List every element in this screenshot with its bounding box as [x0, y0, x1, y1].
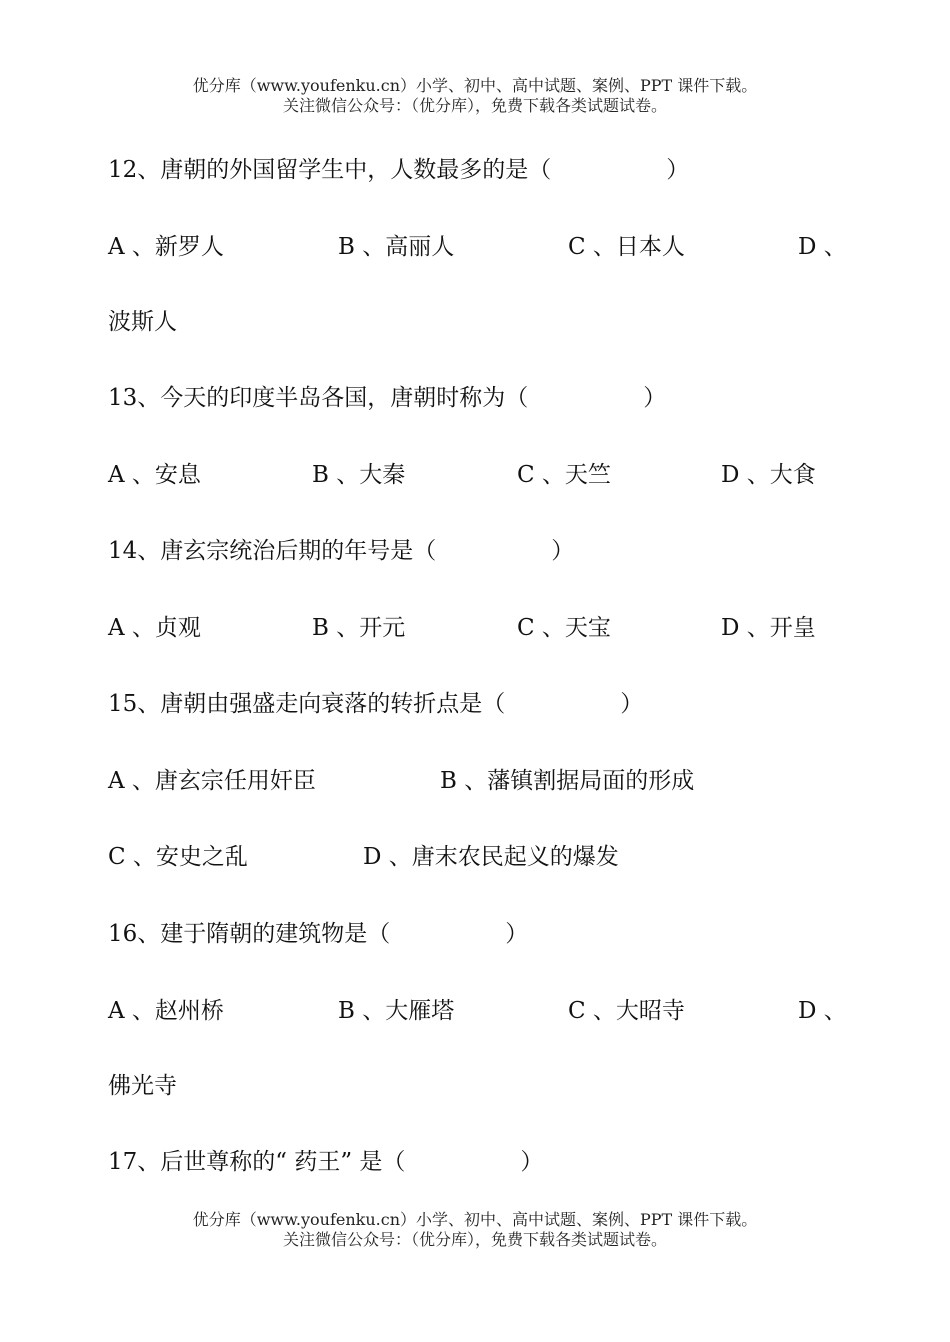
question-12-stem: 12、唐朝的外国留学生中，人数最多的是（ ） — [108, 157, 690, 183]
question-12-option-d-continuation: 波斯人 — [108, 309, 177, 335]
question-16-stem: 16、建于隋朝的建筑物是（ ） — [108, 921, 529, 947]
question-15-stem: 15、唐朝由强盛走向衰落的转折点是（ ） — [108, 691, 644, 717]
question-15-option-d: D 、唐末农民起义的爆发 — [363, 844, 619, 870]
question-16-option-d: D 、 — [798, 998, 847, 1024]
page-header — [0, 76, 950, 116]
question-12-option-a: A 、新罗人 — [108, 234, 224, 260]
question-12-option-b: B 、高丽人 — [338, 234, 455, 260]
question-14-option-d: D 、开皇 — [721, 615, 816, 641]
question-14-option-a: A 、贞观 — [108, 615, 201, 641]
question-16-option-d-continuation: 佛光寺 — [108, 1073, 177, 1099]
question-15-option-b: B 、藩镇割据局面的形成 — [440, 768, 695, 794]
question-16-option-c: C 、大昭寺 — [568, 998, 685, 1024]
question-12-option-d: D 、 — [798, 234, 847, 260]
page-footer — [0, 1210, 950, 1250]
question-15-option-a: A 、唐玄宗任用奸臣 — [108, 768, 316, 794]
footer-line-1: 优分库（www.youfenku.cn）小学、初中、高中试题、案例、PPT 课件下载。 — [192, 1210, 758, 1229]
footer-line-2: 关注微信公众号：（优分库），免费下载各类试题试卷。 — [282, 1230, 667, 1249]
question-14-option-c: C 、天宝 — [517, 615, 611, 641]
question-13-option-d: D 、大食 — [721, 462, 816, 488]
question-15-option-c: C 、安史之乱 — [108, 844, 248, 870]
question-14-option-b: B 、开元 — [312, 615, 406, 641]
question-16-option-a: A 、赵州桥 — [108, 998, 224, 1024]
question-13-option-c: C 、天竺 — [517, 462, 611, 488]
header-line-1: 优分库（www.youfenku.cn）小学、初中、高中试题、案例、PPT 课件下载。 — [192, 76, 758, 95]
question-16-option-b: B 、大雁塔 — [338, 998, 455, 1024]
header-line-2: 关注微信公众号：（优分库），免费下载各类试题试卷。 — [282, 96, 667, 115]
question-14-stem: 14、唐玄宗统治后期的年号是（ ） — [108, 538, 575, 564]
question-13-option-b: B 、大秦 — [312, 462, 406, 488]
question-12-option-c: C 、日本人 — [568, 234, 685, 260]
question-17-stem: 17、后世尊称的“ 药王” 是（ ） — [108, 1149, 544, 1175]
question-13-stem: 13、今天的印度半岛各国，唐朝时称为（ ） — [108, 385, 667, 411]
question-13-option-a: A 、安息 — [108, 462, 201, 488]
